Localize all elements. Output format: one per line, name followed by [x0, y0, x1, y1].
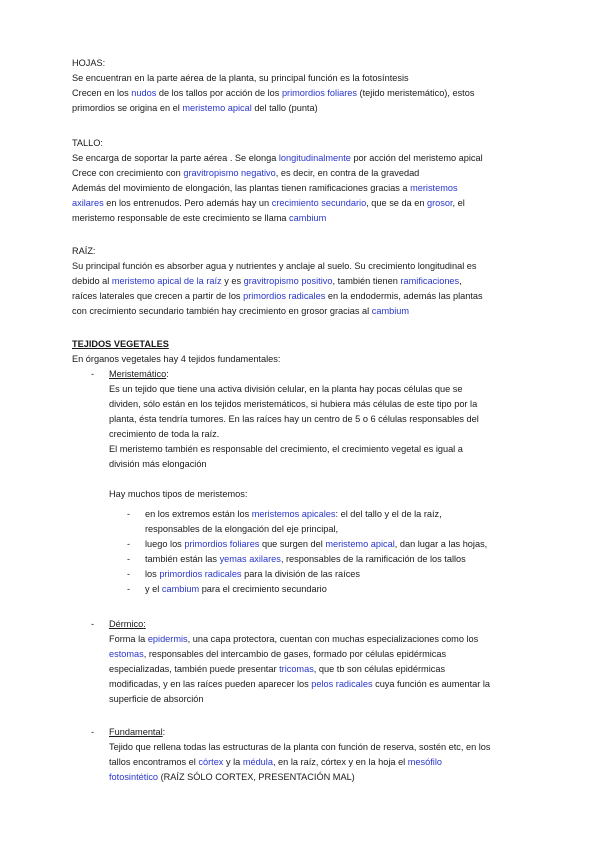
- tallo-line-5: meristemo responsable de este crecimiento se llama cambium: [72, 213, 327, 223]
- meristem-types-list: [72, 507, 542, 597]
- section-tallo: [72, 136, 532, 226]
- term-meristemo-apical: meristemo apical: [325, 539, 395, 549]
- term-pelos-radicales: pelos radicales: [311, 679, 373, 689]
- list-item: - y el cambium para el crecimiento secundario: [127, 584, 327, 594]
- list-item: - en los extremos están los meristemos apicales: el del tallo y el de la raíz, responsables de la elongación del eje principal,: [127, 509, 442, 534]
- meristematico-line-1: Es un tejido que tiene una activa división celular, en la planta hay pocas células que se: [109, 384, 463, 394]
- dermico-line-1: Forma la epidermis, una capa protectora, cuentan con muchas especializaciones como los: [109, 634, 479, 644]
- tejidos-intro: En órganos vegetales hay 4 tejidos fundamentales:: [72, 354, 281, 364]
- meristematico-line-4: crecimiento de toda la raíz.: [109, 429, 220, 439]
- term-meristemo-apical-raiz: meristemo apical de la raíz: [111, 276, 222, 286]
- term-cortex: córtex: [198, 757, 224, 767]
- term-primordios-radicales: primordios radicales: [243, 291, 326, 301]
- term-primordios-foliares: primordios foliares: [184, 539, 260, 549]
- meristematico-title: Meristemático:: [109, 369, 169, 379]
- tallo-line-3: Además del movimiento de elongación, las plantas tienen ramificaciones gracias a meristemos: [72, 183, 458, 193]
- term-cambium: cambium: [161, 584, 200, 594]
- item-meristematico: [72, 367, 542, 502]
- tallo-line-4: axilares en los entrenudos. Pero además hay un crecimiento secundario, que se da en grosor, el: [72, 198, 465, 208]
- term-longitudinalmente: longitudinalmente: [278, 153, 351, 163]
- meristematico-tipos: Hay muchos tipos de meristemos:: [109, 489, 248, 499]
- hojas-heading: HOJAS:: [72, 58, 106, 68]
- meristematico-line-3: planta, ésta tendría tumores. En las raíces hay un centro de 5 o 6 células responsables del: [109, 414, 479, 424]
- term-mesofilo: mesófilo: [407, 757, 442, 767]
- list-dash: -: [91, 727, 95, 737]
- section-tejidos: [72, 337, 532, 367]
- raiz-line-1: Su principal función es absorber agua y nutrientes y anclaje al suelo. Su crecimiento longitudinal es: [72, 261, 477, 271]
- list-item: - luego los primordios foliares que surgen del meristemo apical, dan lugar a las hojas,: [127, 539, 488, 549]
- term-estomas: estomas: [109, 649, 144, 659]
- term-ramificaciones: ramificaciones: [400, 276, 460, 286]
- item-fundamental: [72, 725, 542, 785]
- hojas-line-2: Crecen en los nudos de los tallos por acción de los primordios foliares (tejido meristemático), estos: [72, 88, 475, 98]
- tallo-line-2: Crece con crecimiento con gravitropismo negativo, es decir, en contra de la gravedad: [72, 168, 420, 178]
- raiz-line-4: con crecimiento secundario también hay crecimiento en grosor gracias al cambium: [72, 306, 410, 316]
- list-dash: -: [91, 619, 95, 629]
- dermico-line-4: modificadas, y en las raíces pueden aparecer los pelos radicales cuya función es aumentar la: [109, 679, 491, 689]
- term-crecimiento-secundario: crecimiento secundario: [271, 198, 367, 208]
- fundamental-line-1: Tejido que rellena todas las estructuras de la planta con función de reserva, sostén etc, en los: [109, 742, 491, 752]
- term-axilares: axilares: [72, 198, 104, 208]
- term-fotosintetico: fotosintético: [109, 772, 159, 782]
- term-gravitropismo-positivo: gravitropismo positivo: [243, 276, 333, 286]
- term-gravitropismo-negativo: gravitropismo negativo: [183, 168, 276, 178]
- hojas-line-3: primordios se origina en el meristemo apical del tallo (punta): [72, 103, 318, 113]
- term-medula: médula: [242, 757, 273, 767]
- meristematico-line-6: división más elongación: [109, 459, 207, 469]
- dermico-line-3: especializadas, también puede presentar tricomas, que tb son células epidérmicas: [109, 664, 446, 674]
- list-item: - los primordios radicales para la división de las raíces: [127, 569, 361, 579]
- tallo-line-1: Se encarga de soportar la parte aérea . Se elonga longitudinalmente por acción del meristemo apical: [72, 153, 483, 163]
- list-dash: -: [91, 369, 95, 379]
- tallo-heading: TALLO:: [72, 138, 103, 148]
- dermico-line-2: estomas, responsables del intercambio de gases, formado por células epidérmicas: [109, 649, 447, 659]
- dermico-title: Dérmico:: [109, 619, 146, 629]
- section-hojas: [72, 56, 532, 116]
- fundamental-title: Fundamental:: [109, 727, 166, 737]
- term-cambium: cambium: [371, 306, 410, 316]
- section-raiz: [72, 244, 532, 319]
- term-grosor: grosor: [427, 198, 453, 208]
- term-cambium: cambium: [289, 213, 327, 223]
- fundamental-line-2: tallos encontramos el córtex y la médula, en la raíz, córtex y en la hoja el mesófilo: [109, 757, 442, 767]
- raiz-line-3: raíces laterales que crecen a partir de los primordios radicales en la endodermis, además las plantas: [72, 291, 483, 301]
- term-tricomas: tricomas: [279, 664, 314, 674]
- fundamental-line-3: fotosintético (RAÍZ SÓLO CORTEX, PRESENTACIÓN MAL): [109, 772, 355, 782]
- tejidos-heading: TEJIDOS VEGETALES: [72, 339, 169, 349]
- term-meristemos: meristemos: [410, 183, 458, 193]
- raiz-heading: RAÍZ:: [72, 246, 96, 256]
- term-meristemo-apical: meristemo apical: [182, 103, 252, 113]
- term-primordios-foliares: primordios foliares: [281, 88, 357, 98]
- item-dermico: [72, 617, 542, 707]
- term-epidermis: epidermis: [147, 634, 188, 644]
- dermico-line-5: superficie de absorción: [109, 694, 204, 704]
- hojas-line-1: Se encuentran en la parte aérea de la planta, su principal función es la fotosíntesis: [72, 73, 409, 83]
- list-item: - también están las yemas axilares, responsables de la ramificación de los tallos: [127, 554, 466, 564]
- term-nudos: nudos: [131, 88, 157, 98]
- raiz-line-2: debido al meristemo apical de la raíz y es gravitropismo positivo, también tienen ramificaciones,: [72, 276, 462, 286]
- meristematico-line-2: dividen, sólo están en los tejidos meristemáticos, si hubiera más células de este tipo por la: [109, 399, 478, 409]
- meristematico-line-5: El meristemo también es responsable del crecimiento, el crecimiento vegetal es igual a: [109, 444, 463, 454]
- term-meristemos-apicales: meristemos apicales: [251, 509, 336, 519]
- term-primordios-radicales: primordios radicales: [159, 569, 242, 579]
- term-yemas-axilares: yemas axilares: [219, 554, 281, 564]
